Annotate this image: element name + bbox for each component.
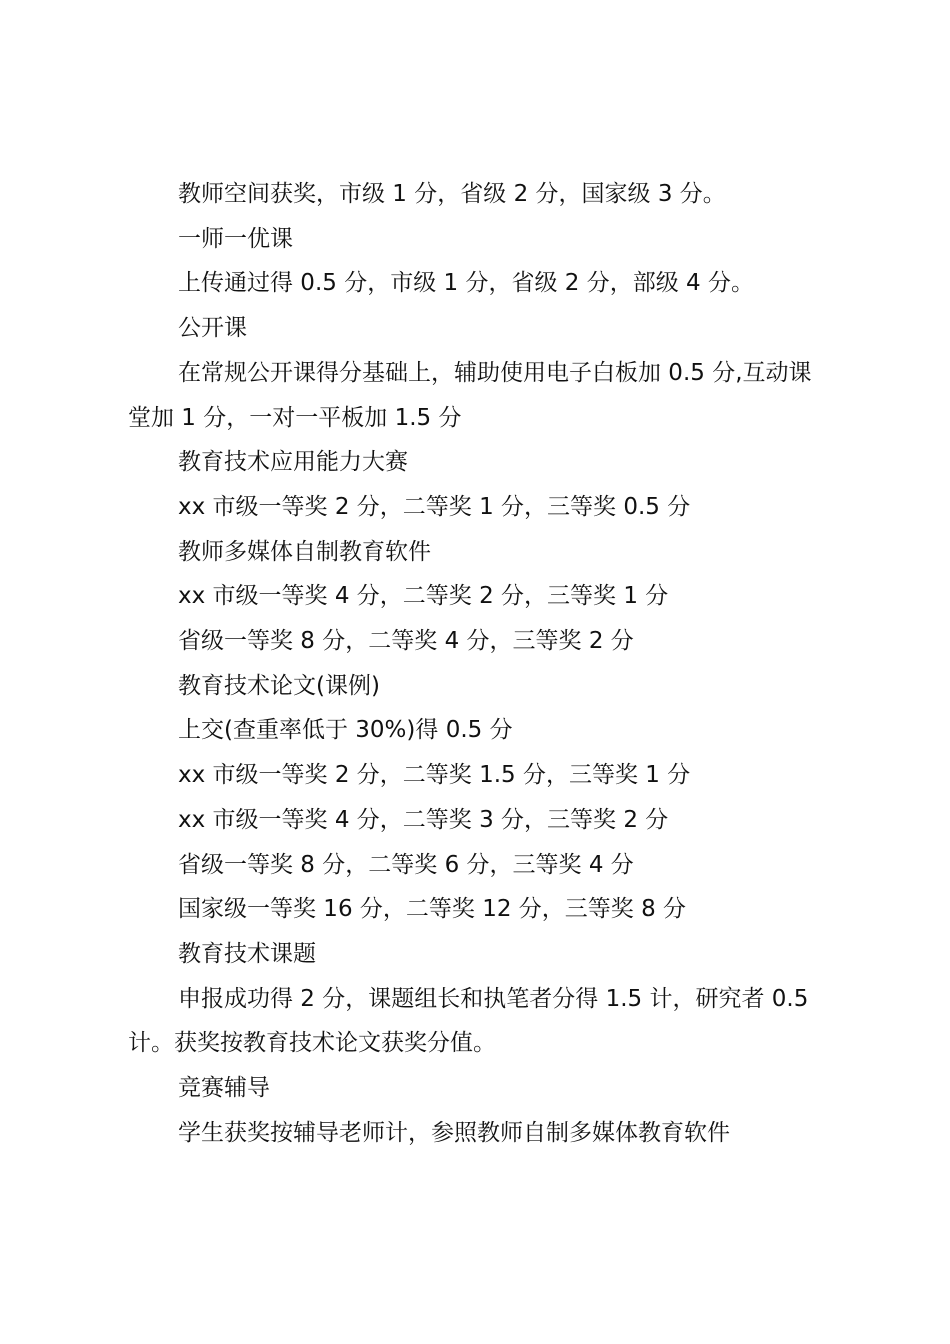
heading-tech-competition: 教育技术应用能力大赛 bbox=[178, 449, 408, 476]
paragraph-teacher-space-awards: 教师空间获奖，市级 1 分，省级 2 分，国家级 3 分。 bbox=[178, 181, 726, 207]
heading-open-class: 公开课 bbox=[178, 315, 247, 342]
paragraph-upload-scores: 上传通过得 0.5 分，市级 1 分，省级 2 分，部级 4 分。 bbox=[178, 270, 754, 297]
paragraph-software-province-scores: 省级一等奖 8 分，二等奖 4 分，三等奖 2 分 bbox=[178, 628, 634, 655]
heading-multimedia-software: 教师多媒体自制教育软件 bbox=[178, 538, 431, 565]
paragraph-coaching-scores: 学生获奖按辅导老师计，参照教师自制多媒体教育软件 bbox=[178, 1119, 730, 1146]
paragraph-paper-city-scores-a: xx 市级一等奖 2 分，二等奖 1.5 分，三等奖 1 分 bbox=[178, 762, 691, 789]
heading-tech-paper: 教育技术论文(课例) bbox=[178, 672, 380, 699]
paragraph-research-topic-scores: 申报成功得 2 分，课题组长和执笔者分得 1.5 计，研究者 0.5 计。获奖按教育技术论文获奖分值。 bbox=[128, 985, 809, 1057]
paragraph-open-class-bonus: 在常规公开课得分基础上，辅助使用电子白板加 0.5 分,互动课堂加 1 分，一对一平板加 1.5 分 bbox=[128, 359, 812, 431]
heading-one-teacher-one-lesson: 一师一优课 bbox=[178, 225, 293, 252]
paragraph-paper-city-scores-b: xx 市级一等奖 4 分，二等奖 3 分，三等奖 2 分 bbox=[178, 806, 669, 833]
paragraph-paper-submission: 上交(查重率低于 30%)得 0.5 分 bbox=[178, 717, 513, 744]
document-body bbox=[128, 172, 834, 1155]
paragraph-software-city-scores: xx 市级一等奖 4 分，二等奖 2 分，三等奖 1 分 bbox=[178, 583, 669, 610]
paragraph-paper-national-scores: 国家级一等奖 16 分，二等奖 12 分，三等奖 8 分 bbox=[178, 896, 687, 923]
heading-competition-coaching: 竞赛辅导 bbox=[178, 1075, 270, 1102]
paragraph-city-competition-scores: xx 市级一等奖 2 分，二等奖 1 分，三等奖 0.5 分 bbox=[178, 493, 691, 520]
paragraph-paper-province-scores: 省级一等奖 8 分，二等奖 6 分，三等奖 4 分 bbox=[178, 851, 634, 878]
heading-tech-research-topic: 教育技术课题 bbox=[178, 940, 316, 967]
